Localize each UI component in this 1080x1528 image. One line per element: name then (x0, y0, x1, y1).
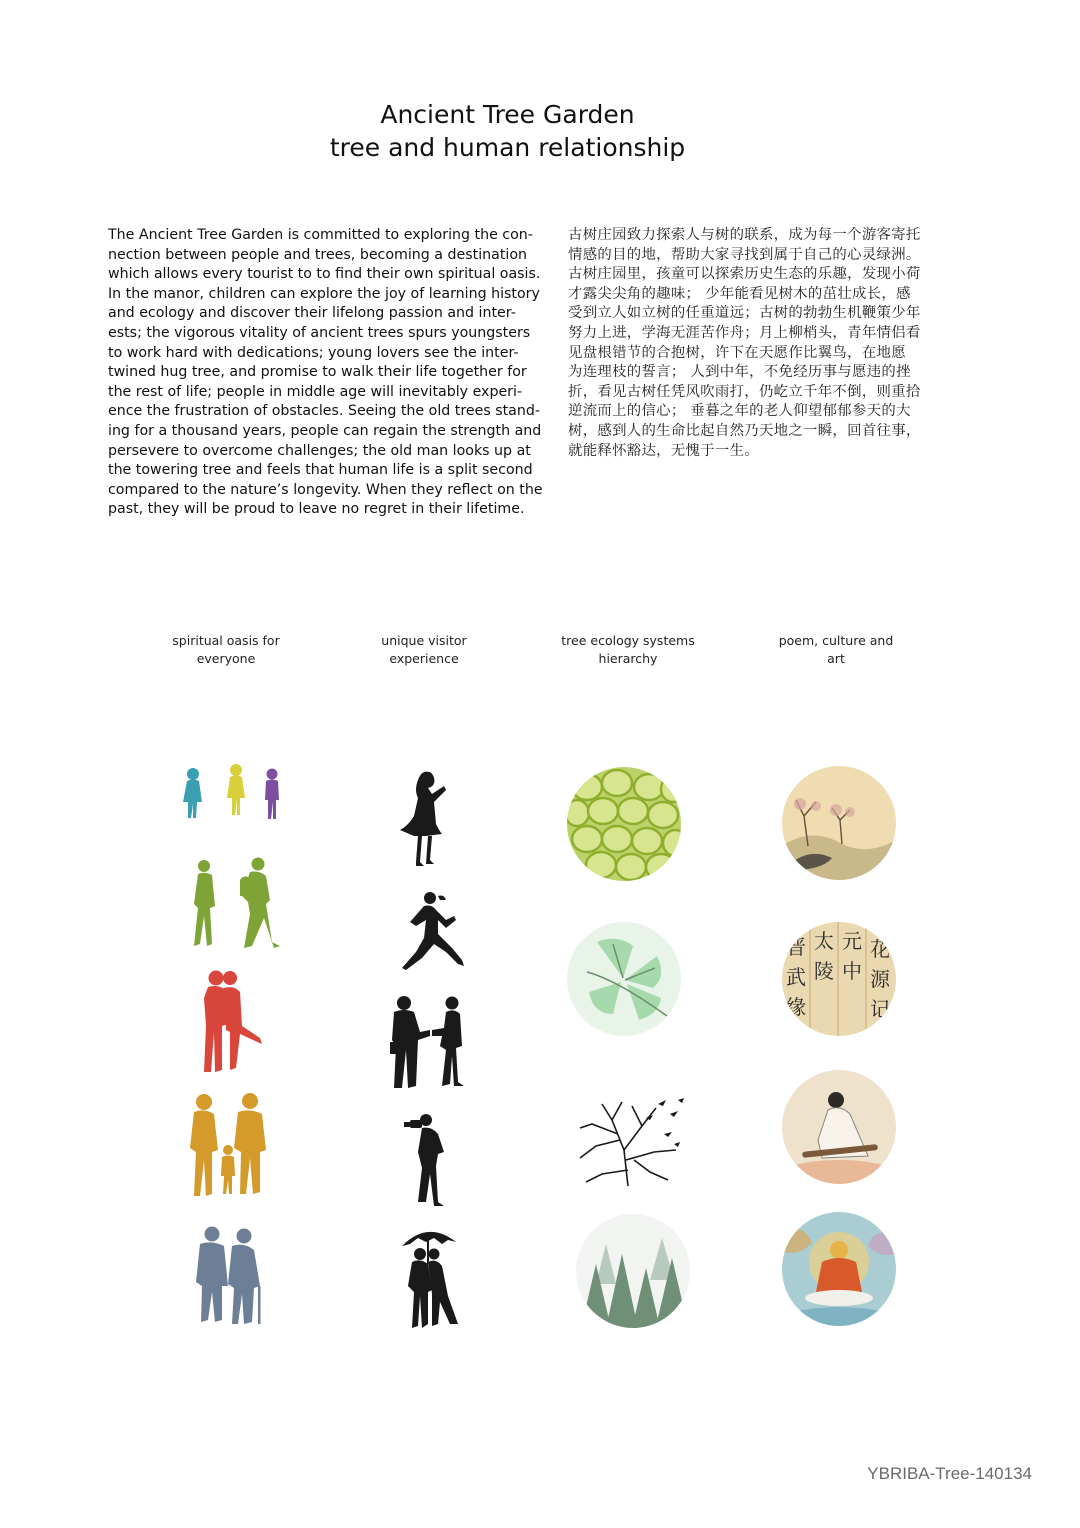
ginkgo-leaves-image (567, 922, 681, 1036)
youth-hikers-silhouette-icon (190, 856, 286, 952)
svg-text:武: 武 (786, 965, 806, 989)
chinese-line: 见盘根错节的合抱树，许下在天愿作比翼鸟，在地愿 (568, 344, 906, 361)
svg-text:陵: 陵 (814, 959, 834, 983)
document-id: YBRIBA-Tree-140134 (867, 1464, 1032, 1483)
english-description (108, 226, 543, 520)
category-line: hierarchy (598, 651, 658, 666)
chinese-line: 才露尖尖角的趣味； 少年能看见树木的茁壮成长，感 (568, 285, 911, 302)
children-silhouette-icon (176, 762, 286, 824)
chinese-line: 折，看见古树任凭风吹雨打，仍屹立千年不倒，则重拾 (568, 383, 921, 400)
chinese-description (568, 226, 968, 461)
category-poem-culture-art (746, 632, 926, 668)
english-line: nection between people and trees, becoming a destination (108, 246, 528, 263)
family-silhouette-icon (186, 1092, 274, 1200)
umbrella-couple-silhouette-icon (398, 1224, 460, 1332)
category-line: poem, culture and (778, 633, 894, 648)
elderly-couple-silhouette-icon (192, 1224, 268, 1330)
english-line: persevere to overcome challenges; the old man looks up at (108, 442, 531, 459)
category-line: tree ecology systems (561, 633, 695, 648)
category-line: spiritual oasis for (172, 633, 280, 648)
title-line-1: Ancient Tree Garden (380, 100, 635, 129)
chinese-line: 就能释怀豁达，无愧于一生。 (568, 442, 759, 459)
svg-text:中: 中 (842, 959, 862, 983)
misty-forest-image (576, 1214, 690, 1328)
english-line: ence the frustration of obstacles. Seeing the old trees stand- (108, 403, 540, 420)
svg-text:源: 源 (870, 967, 890, 991)
category-line: everyone (196, 651, 256, 666)
chinese-line: 古树庄园里，孩童可以探索历史生态的乐趣，发现小荷 (568, 266, 921, 283)
chinese-line: 受到立人如立树的任重道远；古树的勃勃生机鞭策少年 (568, 305, 921, 322)
title-line-2: tree and human relationship (329, 133, 686, 162)
svg-text:缘: 缘 (786, 995, 806, 1019)
english-line: twined hug tree, and promise to walk their life together for (108, 364, 527, 381)
chinese-line: 逆流而上的信心； 垂暮之年的老人仰望郁郁参天的大 (568, 403, 911, 420)
svg-text:太: 太 (814, 929, 834, 953)
category-spiritual-oasis (136, 632, 316, 668)
english-line: ests; the vigorous vitality of ancient trees spurs youngsters (108, 324, 531, 341)
dancing-woman-silhouette-icon (396, 768, 450, 868)
svg-text:记: 记 (870, 997, 890, 1021)
category-visitor-experience (334, 632, 514, 668)
branches-birds-image (572, 1090, 686, 1190)
guqin-player-painting-image (782, 1070, 896, 1184)
english-line: which allows every tourist to to find their own spiritual oasis. (108, 266, 541, 283)
svg-text:花: 花 (870, 937, 890, 961)
chinese-line: 古树庄园致力探索人与树的联系，成为每一个游客寄托 (568, 227, 921, 243)
calligraphy-image (782, 922, 896, 1036)
category-line: unique visitor (381, 633, 467, 648)
running-woman-silhouette-icon (398, 890, 468, 974)
english-line: and ecology and discover their lifelong passion and inter- (108, 305, 516, 322)
english-line: ing for a thousand years, people can regain the strength and (108, 422, 542, 439)
category-tree-ecology (538, 632, 718, 668)
leaf-cells-image (567, 767, 681, 881)
english-line: compared to the nature’s longevity. When they reflect on the (108, 481, 543, 498)
english-line: to work hard with dedications; young lovers see the inter- (108, 344, 519, 361)
english-line: In the manor, children can explore the joy of learning history (108, 285, 540, 302)
page-title (0, 98, 1015, 164)
chinese-line: 情感的目的地，帮助大家寻找到属于自己的心灵绿洲。 (568, 246, 921, 263)
photographer-silhouette-icon (404, 1112, 450, 1208)
category-line: art (827, 651, 845, 666)
english-line: The Ancient Tree Garden is committed to exploring the con- (108, 227, 533, 243)
category-line: experience (389, 651, 459, 666)
chinese-line: 努力上进，学海无涯苦作舟；月上柳梢头，青年情侣看 (568, 324, 921, 341)
handshake-silhouette-icon (390, 994, 470, 1090)
english-line: the towering tree and feels that human life is a split second (108, 462, 533, 479)
kissing-couple-silhouette-icon (200, 968, 270, 1076)
english-line: past, they will be proud to leave no regret in their lifetime. (108, 501, 525, 518)
svg-text:元: 元 (842, 929, 862, 953)
buddha-painting-image (782, 1212, 896, 1326)
chinese-line: 树，感到人的生命比起自然乃天地之一瞬，回首往事， (568, 422, 921, 439)
landscape-painting-image (782, 766, 896, 880)
english-line: the rest of life; people in middle age will inevitably experi- (108, 383, 523, 400)
chinese-line: 为连理枝的誓言； 人到中年，不免经历事与愿违的挫 (568, 364, 911, 381)
svg-text:晋: 晋 (786, 935, 806, 959)
